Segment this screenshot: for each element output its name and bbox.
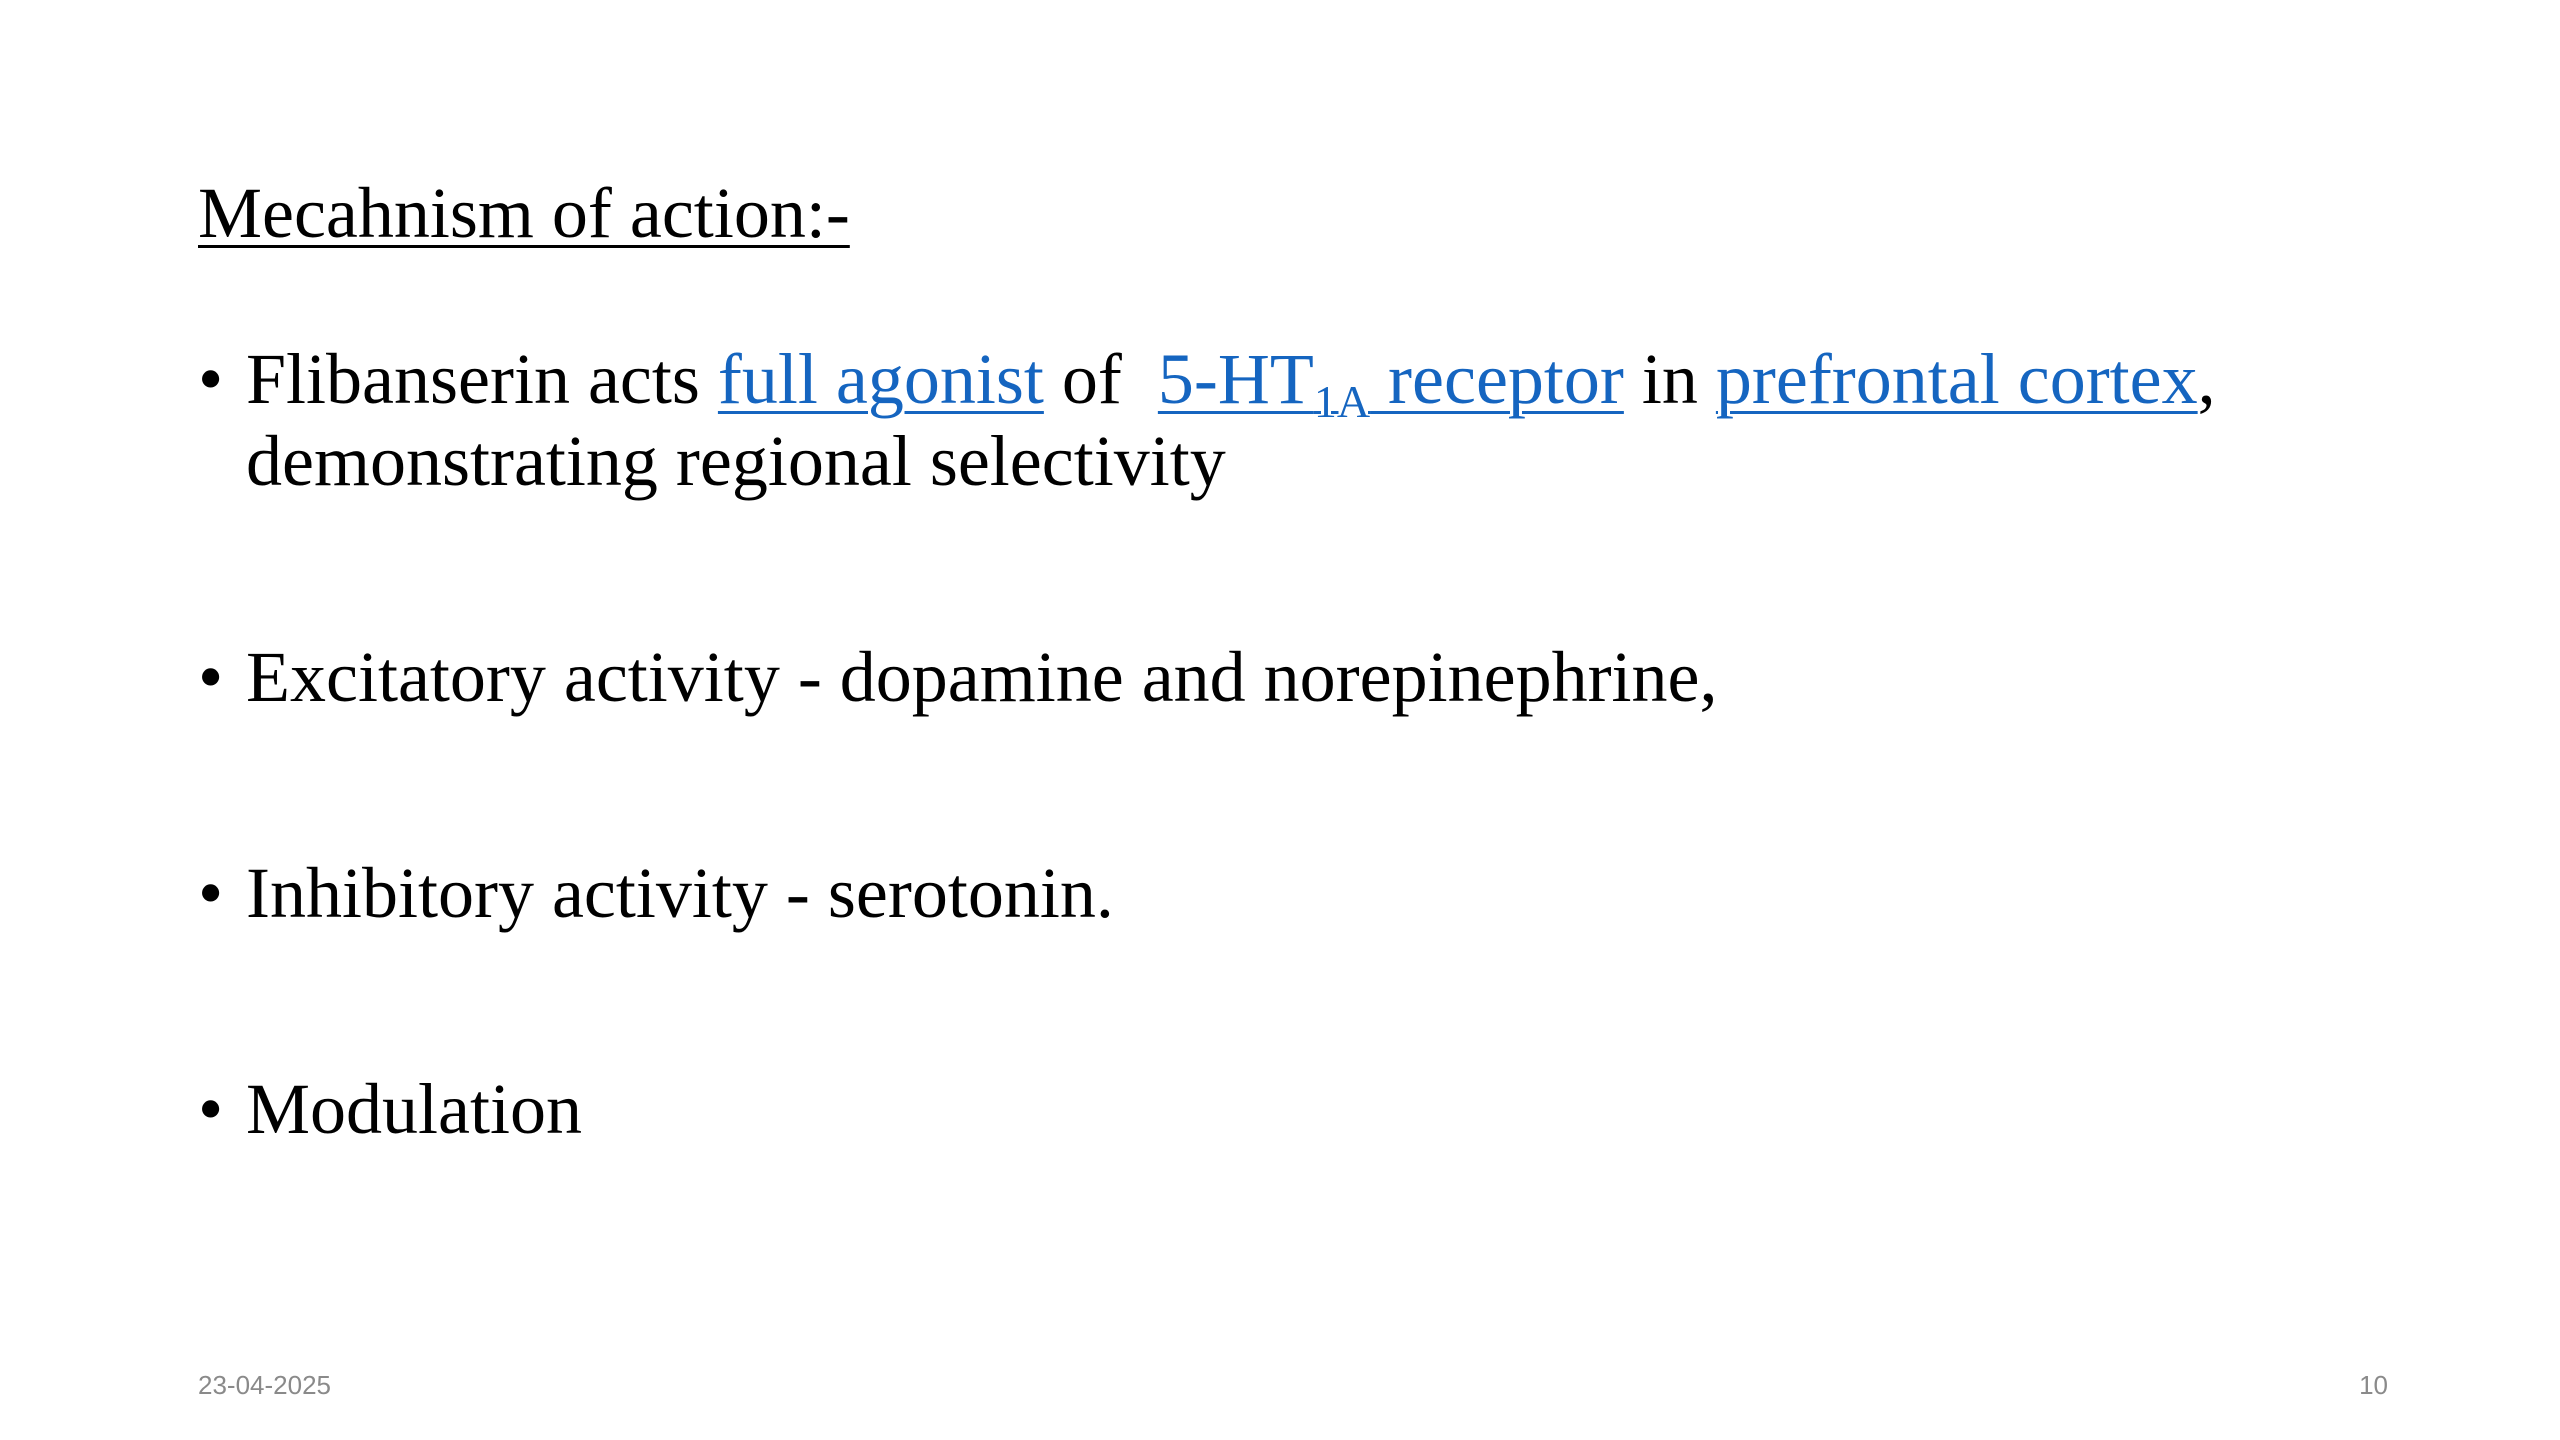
bullet-text: Inhibitory activity - serotonin. xyxy=(246,853,1114,933)
bullet-item xyxy=(198,338,2398,502)
bullet-text-segment: of xyxy=(1043,339,1158,419)
bullet-text: Excitatory activity - dopamine and norepinephrine, xyxy=(246,637,1718,717)
slide-title: Mecahnism of action:- xyxy=(198,173,850,253)
bullet-marker: • xyxy=(198,339,224,419)
bullet-item xyxy=(198,636,2398,718)
bullet-text-segment: Flibanserin acts xyxy=(246,339,718,419)
bullet-marker: • xyxy=(198,637,224,717)
bullet-text-segment: in xyxy=(1623,339,1716,419)
bullet-marker: • xyxy=(198,853,224,933)
link-text-main: 5-HT xyxy=(1157,339,1314,419)
5ht1a-receptor-link[interactable] xyxy=(1157,339,1624,427)
full-agonist-link[interactable]: full agonist xyxy=(717,339,1044,419)
bullet-item xyxy=(198,852,2398,934)
prefrontal-cortex-link[interactable]: prefrontal cortex xyxy=(1715,339,2198,419)
link-text-subscript: 1A xyxy=(1313,376,1371,427)
bullet-marker: • xyxy=(198,1069,224,1149)
footer-page-number: 10 xyxy=(2359,1370,2388,1400)
bullet-text: Modulation xyxy=(246,1069,582,1149)
bullet-text xyxy=(246,338,2398,502)
footer-date: 23-04-2025 xyxy=(198,1370,331,1400)
bullet-item xyxy=(198,1068,2398,1150)
link-text-rest: receptor xyxy=(1370,339,1624,419)
bullet-text-segment: , demonstrating regional selectivity xyxy=(246,339,2216,501)
